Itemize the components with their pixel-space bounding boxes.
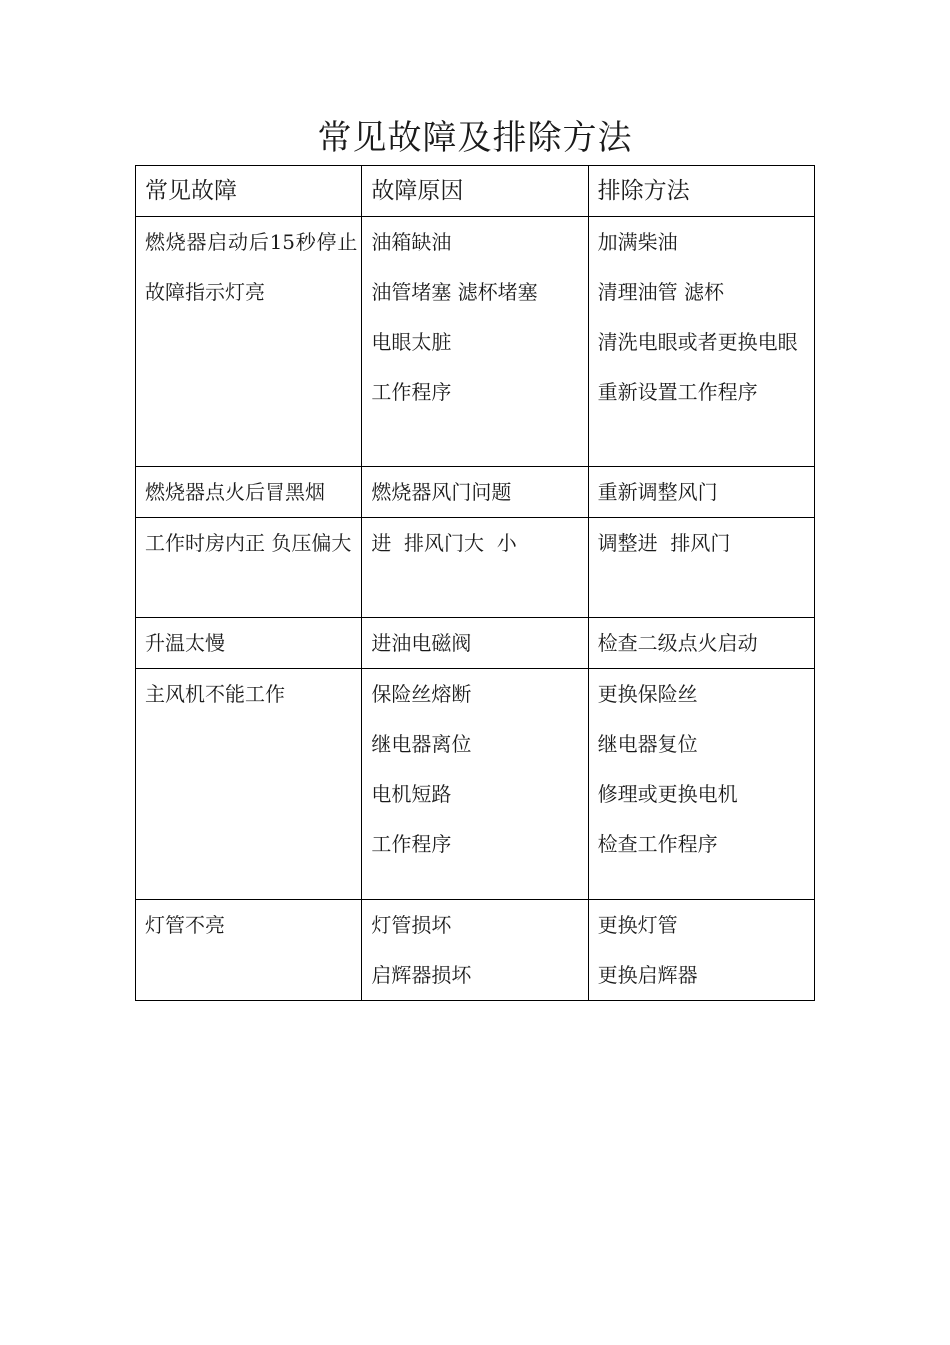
cause-line: 燃烧器风门问题 [371,480,512,504]
cause-cell [362,900,588,1001]
remedy-line: 调整进 排风门 [597,531,731,555]
remedy-cell [588,618,814,669]
cause-line: 工作程序 [371,832,452,856]
cause-line: 油箱缺油 [371,230,452,254]
table-row [136,618,815,669]
remedy-line: 修理或更换电机 [597,782,738,806]
remedy-line: 清理油管 滤杯 [597,280,725,304]
remedy-cell [588,467,814,518]
cause-line: 保险丝熔断 [371,682,472,706]
fault-text: 工作时房内正 负压偏大 [145,531,352,555]
fault-text: 灯管不亮 [145,913,225,937]
page-title: 常见故障及排除方法 [317,118,633,158]
cause-line: 油管堵塞 滤杯堵塞 [371,280,538,304]
remedy-line: 更换保险丝 [597,682,698,706]
remedy-line: 重新调整风门 [597,480,718,504]
fault-text: 主风机不能工作 [145,682,285,706]
remedy-line: 检查工作程序 [597,832,718,856]
remedy-line: 更换启辉器 [597,963,698,987]
cause-cell [362,518,588,618]
remedy-line: 重新设置工作程序 [597,380,758,404]
remedy-cell [588,669,814,900]
fault-cell [136,900,362,1001]
header-fault: 常见故障 [136,166,362,217]
remedy-line: 加满柴油 [597,230,678,254]
table-row [136,518,815,618]
remedy-cell [588,217,814,467]
cause-line: 继电器离位 [371,732,472,756]
cause-cell [362,618,588,669]
header-remedy: 排除方法 [588,166,814,217]
fault-cell [136,518,362,618]
remedy-cell [588,518,814,618]
cause-cell [362,669,588,900]
fault-cell [136,618,362,669]
fault-table [135,165,815,1001]
fault-text: 燃烧器点火后冒黑烟 [145,480,325,504]
cause-line: 工作程序 [371,380,452,404]
remedy-line: 更换灯管 [597,913,678,937]
cause-line: 进 排风门大 小 [371,531,517,555]
header-cause: 故障原因 [362,166,588,217]
remedy-line: 清洗电眼或者更换电眼 [597,330,798,354]
table-header-row [136,166,815,217]
cause-line: 电眼太脏 [371,330,452,354]
remedy-line: 继电器复位 [597,732,698,756]
fault-cell [136,669,362,900]
remedy-line: 检查二级点火启动 [597,631,758,655]
cause-line: 灯管损坏 [371,913,452,937]
cause-line: 电机短路 [371,782,452,806]
remedy-cell [588,900,814,1001]
fault-cell [136,467,362,518]
table-row [136,467,815,518]
cause-line: 进油电磁阀 [371,631,472,655]
fault-text: 升温太慢 [145,631,225,655]
table-row [136,217,815,467]
table-row [136,669,815,900]
table-row [136,900,815,1001]
cause-cell [362,217,588,467]
cause-cell [362,467,588,518]
fault-text: 燃烧器启动后15秒停止故障指示灯亮 [145,230,358,304]
cause-line: 启辉器损坏 [371,963,472,987]
fault-cell [136,217,362,467]
